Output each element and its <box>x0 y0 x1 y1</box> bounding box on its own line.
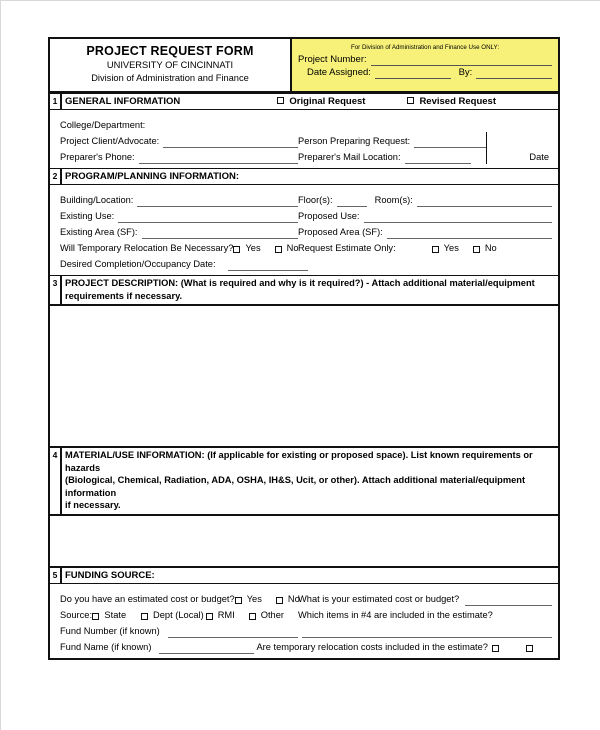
section-2-header <box>50 168 558 185</box>
section-5-title: FUNDING SOURCE: <box>65 569 155 581</box>
estimated-cost-row <box>50 590 558 606</box>
proposed-use-input[interactable] <box>364 211 553 223</box>
existing-area-label: Existing Area (SF): <box>60 227 138 237</box>
section-3-title-line2: requirements if necessary. <box>65 290 183 301</box>
person-preparing-label: Person Preparing Request: <box>298 136 411 146</box>
relocation-costs-no-checkbox[interactable] <box>526 645 533 652</box>
fund-number-input[interactable] <box>168 626 298 638</box>
relocation-yes-checkbox[interactable] <box>233 246 240 253</box>
rooms-input[interactable] <box>417 195 552 207</box>
source-other-label: Other <box>260 609 284 620</box>
section-3-number: 3 <box>50 276 62 304</box>
college-department-label: College/Department: <box>60 120 146 130</box>
existing-use-row <box>50 207 558 223</box>
temporary-relocation-row <box>50 239 558 255</box>
section-2-title-row <box>62 169 558 184</box>
proposed-area-input[interactable] <box>387 227 552 239</box>
division-name: Division of Administration and Finance <box>91 73 249 83</box>
relocation-yes-label: Yes <box>245 243 261 253</box>
existing-area-row <box>50 223 558 239</box>
source-rmi-label: RMI <box>217 609 235 620</box>
preparers-phone-label: Preparer's Phone: <box>60 152 135 162</box>
building-location-input[interactable] <box>137 195 298 207</box>
original-request-label: Original Request <box>289 96 366 107</box>
college-department-row <box>50 116 558 132</box>
building-location-label: Building/Location: <box>60 195 134 205</box>
section-3-header <box>50 275 558 305</box>
fund-name-label: Fund Name (if known) <box>60 641 152 652</box>
section-4-title-line2: (Biological, Chemical, Radiation, ADA, OSHA, IH&S, Ucit, or other). Attach additional material/equipment information <box>65 475 526 498</box>
estimated-cost-yes-label: Yes <box>246 593 262 604</box>
form-header <box>50 39 558 93</box>
section-1-title: GENERAL INFORMATION <box>65 96 181 107</box>
by-input[interactable] <box>476 67 552 79</box>
section-5-header <box>50 567 558 584</box>
estimated-cost-question: Do you have an estimated cost or budget? <box>60 593 235 604</box>
section-5-title-row <box>62 568 558 583</box>
admin-use-note: For Division of Administration and Finance Use ONLY: <box>350 44 500 51</box>
date-assigned-row <box>298 66 552 79</box>
source-other-checkbox[interactable] <box>249 613 256 620</box>
section-4-title-line3: if necessary. <box>65 500 121 510</box>
section-2-number: 2 <box>50 169 62 184</box>
desired-completion-row <box>50 255 558 271</box>
section-5-body <box>50 584 558 658</box>
revised-request-label: Revised Request <box>419 96 496 107</box>
temporary-relocation-question: Will Temporary Relocation Be Necessary? <box>60 243 234 253</box>
estimate-only-yes-label: Yes <box>443 243 459 253</box>
project-number-row <box>298 53 552 66</box>
project-client-label: Project Client/Advocate: <box>60 136 160 146</box>
rooms-label: Room(s): <box>374 195 413 205</box>
existing-use-input[interactable] <box>118 211 298 223</box>
project-number-label: Project Number: <box>298 54 367 65</box>
relocation-costs-question: Are temporary relocation costs included in the estimate? <box>256 641 488 652</box>
what-estimate-question: What is your estimated cost or budget? <box>298 593 460 604</box>
building-location-row <box>50 191 558 207</box>
date-assigned-label: Date Assigned: <box>307 67 371 78</box>
which-items-question: Which items in #4 are included in the estimate? <box>298 609 493 620</box>
proposed-area-label: Proposed Area (SF): <box>298 227 383 237</box>
date-label: Date <box>486 148 552 164</box>
material-use-textarea[interactable] <box>50 515 558 567</box>
preparers-phone-input[interactable] <box>139 152 298 164</box>
header-title-block <box>50 39 292 91</box>
proposed-use-label: Proposed Use: <box>298 211 360 221</box>
section-1-title-row <box>62 94 558 109</box>
university-name: UNIVERSITY OF CINCINNATI <box>106 60 234 70</box>
person-preparing-input[interactable] <box>414 136 486 148</box>
section-5-number: 5 <box>50 568 62 583</box>
estimate-only-no-checkbox[interactable] <box>473 246 480 253</box>
by-label: By: <box>458 67 473 78</box>
estimate-only-no-label: No <box>484 243 497 253</box>
fund-name-row <box>50 638 558 654</box>
section-1-header <box>50 93 558 110</box>
project-description-textarea[interactable] <box>50 305 558 447</box>
which-items-input[interactable] <box>302 626 552 638</box>
source-state-checkbox[interactable] <box>92 613 99 620</box>
desired-completion-label: Desired Completion/Occupancy Date: <box>60 259 216 269</box>
preparers-phone-row <box>50 148 558 164</box>
preparers-mail-label: Preparer's Mail Location: <box>298 152 401 162</box>
estimated-cost-no-label: No <box>287 593 300 604</box>
desired-completion-input[interactable] <box>228 259 308 271</box>
admin-use-only-box <box>292 39 558 91</box>
project-client-input[interactable] <box>163 136 298 148</box>
original-request-checkbox[interactable] <box>277 97 284 104</box>
existing-use-label: Existing Use: <box>60 211 115 221</box>
section-2-title: PROGRAM/PLANNING INFORMATION: <box>65 171 239 182</box>
fund-number-label: Fund Number (if known) <box>60 625 160 636</box>
estimated-cost-no-checkbox[interactable] <box>276 597 283 604</box>
form-title: PROJECT REQUEST FORM <box>86 44 254 58</box>
project-number-input[interactable] <box>371 54 552 66</box>
preparers-mail-input[interactable] <box>405 152 471 164</box>
section-3-title-block <box>62 276 558 304</box>
source-dept-label: Dept (Local) <box>153 609 204 620</box>
fund-number-row <box>50 622 558 638</box>
project-request-form <box>48 37 560 660</box>
estimated-cost-yes-checkbox[interactable] <box>235 597 242 604</box>
relocation-no-checkbox[interactable] <box>275 246 282 253</box>
estimate-only-yes-checkbox[interactable] <box>432 246 439 253</box>
revised-request-checkbox[interactable] <box>407 97 414 104</box>
floors-label: Floor(s): <box>298 195 333 205</box>
source-state-label: State <box>104 609 127 620</box>
source-dept-checkbox[interactable] <box>141 613 148 620</box>
relocation-costs-yes-checkbox[interactable] <box>492 645 499 652</box>
section-3-title-line1: PROJECT DESCRIPTION: (What is required and why is it required?) - Attach additional material/equipment <box>65 278 535 288</box>
date-column-spacer <box>486 132 552 148</box>
funding-source-row <box>50 606 558 622</box>
section-4-title-line1: MATERIAL/USE INFORMATION: (If applicable for existing or proposed space). List known requirements or hazards <box>65 450 533 473</box>
section-4-number: 4 <box>50 448 62 514</box>
existing-area-input[interactable] <box>142 227 299 239</box>
date-assigned-input[interactable] <box>375 67 451 79</box>
estimated-cost-input[interactable] <box>465 594 552 606</box>
section-1-body <box>50 110 558 168</box>
floors-input[interactable] <box>337 195 367 207</box>
section-4-title-block <box>62 448 558 514</box>
source-label: Source: <box>60 609 93 620</box>
project-client-row <box>50 132 558 148</box>
source-rmi-checkbox[interactable] <box>206 613 213 620</box>
relocation-no-label: No <box>286 243 299 253</box>
section-2-body <box>50 185 558 275</box>
section-4-header <box>50 447 558 515</box>
section-1-number: 1 <box>50 94 62 109</box>
fund-name-input[interactable] <box>159 642 254 654</box>
request-estimate-only-label: Request Estimate Only: <box>298 243 396 253</box>
